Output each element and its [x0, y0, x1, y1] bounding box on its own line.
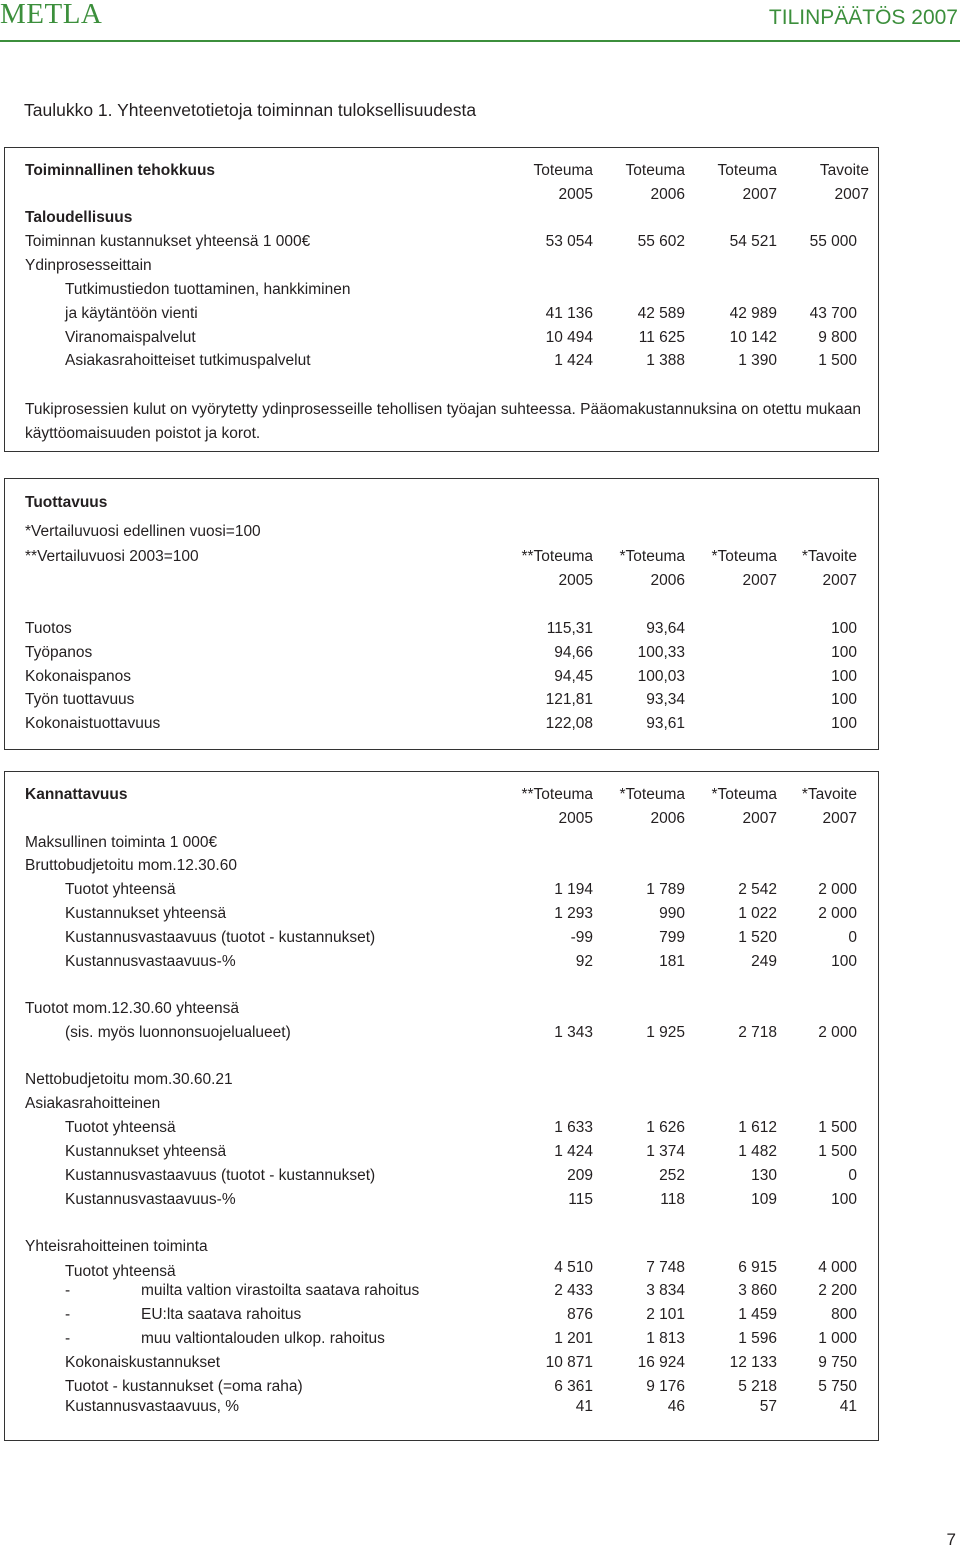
cell-value: 118 [660, 1191, 685, 1208]
cell-value: 100,33 [637, 644, 685, 661]
row-label: Toiminnan kustannukset yhteensä 1 000€ [25, 233, 311, 250]
row-label: Asiakasrahoitteiset tutkimuspalvelut [65, 352, 311, 369]
profitability-year-row [5, 808, 880, 830]
cell-value: -99 [570, 929, 593, 946]
table-row [5, 713, 880, 735]
cell-value: 1 194 [554, 881, 593, 898]
column-header: Tavoite [819, 162, 869, 179]
cell-value: 1 343 [554, 1024, 593, 1041]
cell-value: 2 718 [738, 1024, 777, 1041]
cell-value: 10 142 [729, 329, 777, 346]
group-title: Yhteisrahoitteinen toiminta [25, 1238, 208, 1255]
cell-value: 4 510 [554, 1259, 593, 1276]
section-heading-row [5, 492, 880, 514]
table-row [5, 1280, 880, 1302]
efficiency-header-row [5, 160, 880, 182]
cell-value: 93,34 [646, 691, 685, 708]
cell-value: 1 293 [554, 905, 593, 922]
group-title-row [5, 1236, 880, 1258]
cell-value: 990 [659, 905, 685, 922]
productivity-year-row [5, 570, 880, 592]
cell-value: 57 [759, 1398, 777, 1415]
cell-value: 1 374 [646, 1143, 685, 1160]
row-label: muilta valtion virastoilta saatava rahoitus [141, 1282, 420, 1299]
column-header: Toteuma [533, 162, 593, 179]
efficiency-year-row [5, 184, 880, 206]
table-row [5, 1304, 880, 1326]
cell-value: 100 [831, 1191, 857, 1208]
cell-value: 876 [567, 1306, 593, 1323]
column-header: Toteuma [717, 162, 777, 179]
cell-value: 11 625 [638, 329, 685, 346]
column-year: 2007 [834, 186, 869, 203]
cell-value: 181 [659, 953, 685, 970]
row-label: Kustannusvastaavuus-% [65, 1191, 236, 1208]
column-year: 2007 [742, 186, 777, 203]
column-year: 2006 [650, 572, 685, 589]
cell-value: 92 [575, 953, 593, 970]
cell-value: 115 [568, 1191, 593, 1208]
cell-value: 209 [567, 1167, 593, 1184]
cell-value: 2 101 [646, 1306, 685, 1323]
section-heading: Kannattavuus [25, 786, 128, 803]
cell-value: 94,45 [554, 668, 593, 685]
cell-value: 100 [831, 644, 857, 661]
cell-value: 46 [667, 1398, 685, 1415]
group-title-row [5, 832, 880, 854]
table-row [5, 1396, 880, 1418]
cell-value: 1 459 [738, 1306, 777, 1323]
cell-value: 1 813 [646, 1330, 685, 1347]
row-label: Kokonaiskustannukset [65, 1354, 221, 1371]
cell-value: 10 494 [545, 329, 593, 346]
column-header: *Tavoite [801, 786, 857, 803]
column-year: 2007 [742, 572, 777, 589]
cell-value: 1 520 [738, 929, 777, 946]
cell-value: 42 589 [637, 305, 685, 322]
group-title-row [5, 1069, 880, 1091]
row-label: (sis. myös luonnonsuojelualueet) [65, 1024, 291, 1041]
dash-marker: - [65, 1330, 71, 1347]
group-title: Maksullinen toiminta 1 000€ [25, 834, 218, 851]
cell-value: 10 871 [545, 1354, 593, 1371]
table-row [5, 951, 880, 973]
cell-value: 100 [831, 691, 857, 708]
row-label: Ydinprosesseittain [25, 257, 152, 274]
productivity-header-row [5, 546, 880, 568]
table-row [5, 666, 880, 688]
table-row [5, 1352, 880, 1374]
group-subtitle-row [5, 1093, 880, 1115]
cell-value: 1 424 [554, 1143, 593, 1160]
cell-value: 41 [839, 1398, 857, 1415]
column-year: 2006 [650, 810, 685, 827]
group-subtitle: Asiakasrahoitteinen [25, 1095, 161, 1112]
row-label: Kustannusvastaavuus (tuotot - kustannukset) [65, 929, 376, 946]
cell-value: 1 626 [646, 1119, 685, 1136]
cell-value: 249 [751, 953, 777, 970]
page-number: 7 [946, 1530, 956, 1549]
table-row [5, 303, 880, 325]
column-header: *Toteuma [619, 786, 685, 803]
cell-value: 100 [831, 668, 857, 685]
table-row [5, 1189, 880, 1211]
cell-value: 12 133 [729, 1354, 777, 1371]
row-label: Tuotot yhteensä [65, 881, 176, 898]
column-year: 2007 [822, 810, 857, 827]
cell-value: 1 596 [738, 1330, 777, 1347]
cell-value: 1 388 [646, 352, 685, 369]
column-year: 2005 [558, 572, 593, 589]
row-label: Tuotot yhteensä [65, 1263, 176, 1280]
column-year: 2007 [742, 810, 777, 827]
cell-value: 130 [751, 1167, 777, 1184]
cell-value: 2 433 [554, 1282, 593, 1299]
cell-value: 109 [751, 1191, 777, 1208]
row-label: Tuotot - kustannukset (=oma raha) [65, 1378, 303, 1395]
table-row [5, 1376, 880, 1398]
row-label: Kustannukset yhteensä [65, 905, 227, 922]
column-year: 2007 [822, 572, 857, 589]
column-year: 2005 [558, 186, 593, 203]
column-header: *Toteuma [711, 786, 777, 803]
cell-value: 5 750 [818, 1378, 857, 1395]
row-label: Työn tuottavuus [25, 691, 135, 708]
cell-value: 1 612 [738, 1119, 777, 1136]
cell-value: 55 000 [809, 233, 857, 250]
section-heading: Toiminnallinen tehokkuus [25, 162, 216, 179]
header-divider [0, 40, 960, 42]
row-label: Työpanos [25, 644, 93, 661]
table-row [5, 327, 880, 349]
row-label: muu valtiontalouden ulkop. rahoitus [141, 1330, 385, 1347]
cell-value: 41 [575, 1398, 593, 1415]
cell-value: 1 500 [818, 352, 857, 369]
table-row [5, 1165, 880, 1187]
cell-value: 53 054 [545, 233, 593, 250]
cell-value: 100,03 [637, 668, 685, 685]
row-label: Tutkimustiedon tuottaminen, hankkiminen [65, 281, 351, 298]
cell-value: 55 602 [637, 233, 685, 250]
table-row [5, 618, 880, 640]
profitability-table [4, 771, 879, 1441]
cell-value: 252 [659, 1167, 685, 1184]
reference-note: *Vertailuvuosi edellinen vuosi=100 [25, 523, 261, 540]
cell-value: 2 542 [738, 881, 777, 898]
group-subtitle-row [5, 855, 880, 877]
group-subtitle: Bruttobudjetoitu mom.12.30.60 [25, 857, 237, 874]
table-title: Taulukko 1. Yhteenvetotietoja toiminnan tuloksellisuudesta [24, 100, 477, 120]
table-row [5, 255, 880, 277]
table-row [5, 1328, 880, 1350]
row-label: Kokonaistuottavuus [25, 715, 161, 732]
table-row [5, 279, 880, 301]
reference-note: **Vertailuvuosi 2003=100 [25, 548, 199, 565]
cell-value: 1 789 [646, 881, 685, 898]
productivity-table [4, 478, 879, 750]
row-label: Kustannukset yhteensä [65, 1143, 227, 1160]
cell-value: 1 000 [818, 1330, 857, 1347]
cell-value: 2 200 [818, 1282, 857, 1299]
table-row [5, 1022, 880, 1044]
column-year: 2005 [558, 810, 593, 827]
cell-value: 6 361 [554, 1378, 593, 1395]
cell-value: 1 201 [554, 1330, 593, 1347]
cell-value: 100 [831, 620, 857, 637]
cell-value: 54 521 [729, 233, 777, 250]
table-row [5, 903, 880, 925]
cell-value: 9 750 [818, 1354, 857, 1371]
row-label: Kokonaispanos [25, 668, 131, 685]
table-row [5, 689, 880, 711]
cell-value: 121,81 [545, 691, 593, 708]
table-row [5, 350, 880, 372]
cell-value: 4 000 [818, 1259, 857, 1276]
cell-value: 6 915 [738, 1259, 777, 1276]
cell-value: 41 136 [545, 305, 593, 322]
cell-value: 1 482 [738, 1143, 777, 1160]
cell-value: 42 989 [729, 305, 777, 322]
cell-value: 16 924 [637, 1354, 685, 1371]
cell-value: 800 [831, 1306, 857, 1323]
report-title: TILINPÄÄTÖS 2007 [768, 6, 958, 29]
sub-heading-row [5, 207, 880, 229]
cell-value: 0 [848, 929, 857, 946]
row-label: EU:lta saatava rahoitus [141, 1306, 302, 1323]
row-label: Tuotos [25, 620, 72, 637]
table-row [5, 1257, 880, 1279]
table-row [5, 1141, 880, 1163]
cell-value: 100 [831, 953, 857, 970]
row-label: Tuotot yhteensä [65, 1119, 176, 1136]
cell-value: 93,61 [646, 715, 685, 732]
section-heading: Tuottavuus [25, 494, 108, 511]
cell-value: 1 390 [738, 352, 777, 369]
cell-value: 5 218 [738, 1378, 777, 1395]
cell-value: 2 000 [818, 881, 857, 898]
cell-value: 1 424 [554, 352, 593, 369]
column-year: 2006 [650, 186, 685, 203]
column-header: **Toteuma [521, 786, 593, 803]
row-label: Viranomaispalvelut [65, 329, 196, 346]
cell-value: 1 500 [818, 1143, 857, 1160]
cell-value: 122,08 [545, 715, 593, 732]
note-row [5, 521, 880, 543]
column-header: *Tavoite [801, 548, 857, 565]
column-header: Toteuma [625, 162, 685, 179]
row-label: Kustannusvastaavuus-% [65, 953, 236, 970]
cell-value: 94,66 [554, 644, 593, 661]
sub-heading: Taloudellisuus [25, 209, 133, 226]
cell-value: 7 748 [646, 1259, 685, 1276]
cell-value: 9 800 [818, 329, 857, 346]
cell-value: 1 022 [738, 905, 777, 922]
group-title: Tuotot mom.12.30.60 yhteensä [25, 1000, 239, 1017]
cell-value: 100 [831, 715, 857, 732]
table-row [5, 231, 880, 253]
table-row [5, 1117, 880, 1139]
cell-value: 0 [848, 1167, 857, 1184]
cell-value: 3 834 [646, 1282, 685, 1299]
cell-value: 1 925 [646, 1024, 685, 1041]
cell-value: 43 700 [809, 305, 857, 322]
cell-value: 1 500 [818, 1119, 857, 1136]
cell-value: 93,64 [646, 620, 685, 637]
table-row [5, 642, 880, 664]
footnote: Tukiprosessien kulut on vyörytetty ydinprosesseille tehollisen työajan suhteessa. Pääomakustannuksina on otettu mukaan käyttöomaisuuden poistot ja korot. [25, 401, 862, 442]
cell-value: 1 633 [554, 1119, 593, 1136]
cell-value: 9 176 [646, 1378, 685, 1395]
brand-logo: METLA [0, 0, 103, 30]
row-label: Kustannusvastaavuus, % [65, 1398, 240, 1415]
row-label: ja käytäntöön vienti [65, 305, 198, 322]
column-header: *Toteuma [619, 548, 685, 565]
group-title: Nettobudjetoitu mom.30.60.21 [25, 1071, 233, 1088]
profitability-header-row [5, 784, 880, 806]
efficiency-table [4, 147, 879, 452]
table-row [5, 927, 880, 949]
dash-marker: - [65, 1306, 71, 1323]
cell-value: 2 000 [818, 905, 857, 922]
cell-value: 115,31 [546, 620, 593, 637]
cell-value: 799 [659, 929, 685, 946]
cell-value: 2 000 [818, 1024, 857, 1041]
table-row [5, 879, 880, 901]
cell-value: 3 860 [738, 1282, 777, 1299]
dash-marker: - [65, 1282, 71, 1299]
group-title-row [5, 998, 880, 1020]
column-header: **Toteuma [521, 548, 593, 565]
column-header: *Toteuma [711, 548, 777, 565]
row-label: Kustannusvastaavuus (tuotot - kustannukset) [65, 1167, 376, 1184]
